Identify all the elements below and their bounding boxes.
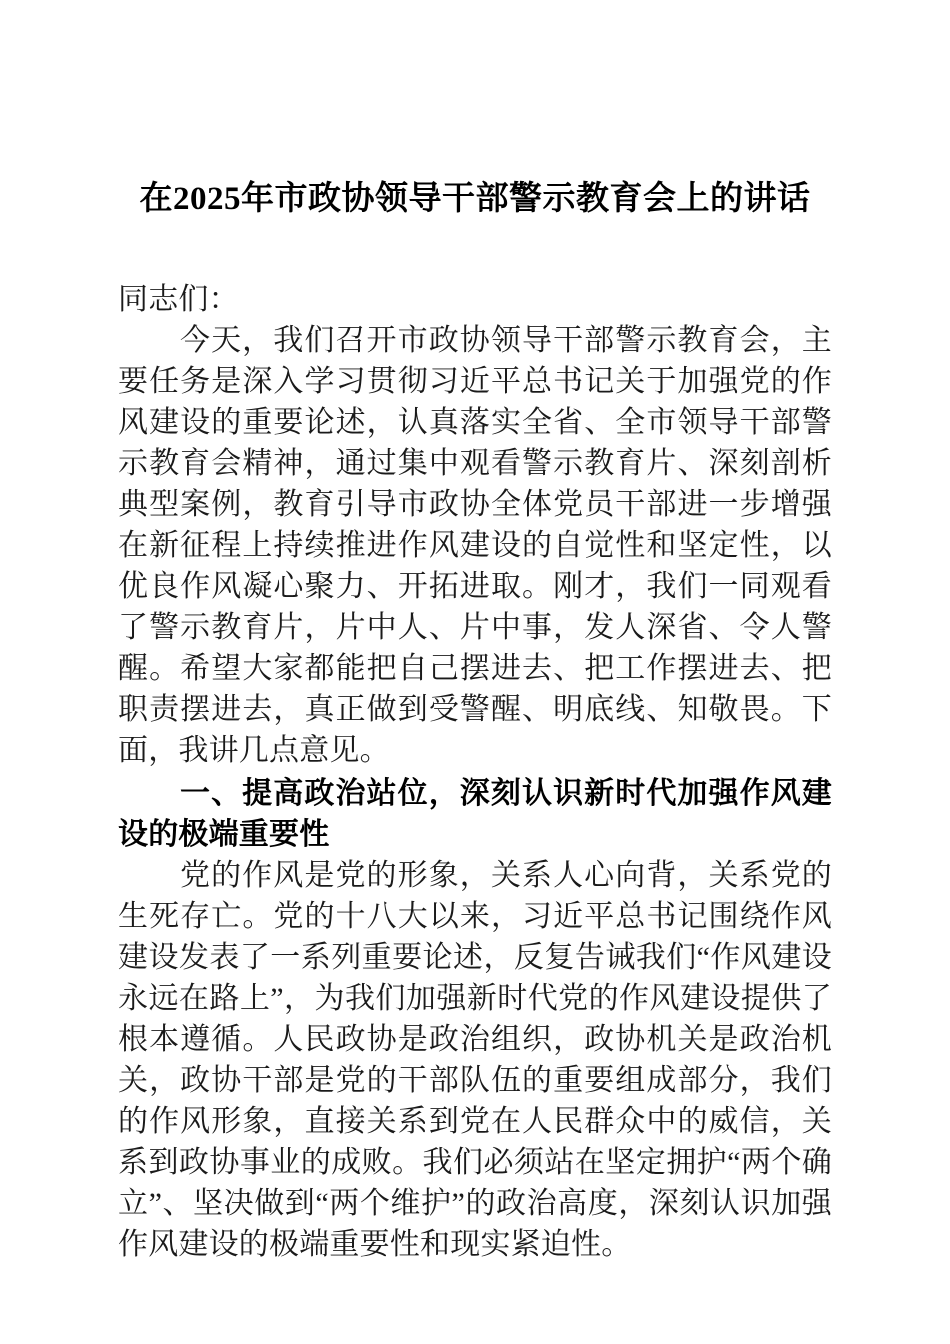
- section-heading-one: 一、提高政治站位，深刻认识新时代加强作风建设的极端重要性: [118, 777, 832, 851]
- document-text-column: [118, 0, 832, 1265]
- paragraph-section-one-body: 党的作风是党的形象，关系人心向背，关系党的生死存亡。党的十八大以来，习近平总书记围绕作风建设发表了一系列重要论述，反复告诫我们“作风建设永远在路上”，为我们加强新时代党的作风建设提供了根本遵循。人民政协是政治组织，政协机关是政治机关，政协干部是党的干部队伍的重要组成部分，我们的作风形象，直接关系到党在人民群众中的威信，关系到政协事业的成败。我们必须站在坚定拥护“两个确立”、坚决做到“两个维护”的政治高度，深刻认识加强作风建设的极端重要性和现实紧迫性。: [118, 859, 832, 1261]
- paragraph-opening: 今天，我们召开市政协领导干部警示教育会，主要任务是深入学习贯彻习近平总书记关于加强党的作风建设的重要论述，认真落实全省、全市领导干部警示教育会精神，通过集中观看警示教育片、深刻剖析典型案例，教育引导市政协全体党员干部进一步增强在新征程上持续推进作风建设的自觉性和坚定性，以优良作风凝心聚力、开拓进取。刚才，我们一同观看了警示教育片，片中人、片中事，发人深省、令人警醒。希望大家都能把自己摆进去、把工作摆进去、把职责摆进去，真正做到受警醒、明底线、知敬畏。下面，我讲几点意见。: [118, 324, 832, 767]
- salutation: 同志们：: [118, 283, 239, 316]
- page-title: 在2025年市政协领导干部警示教育会上的讲话: [139, 181, 811, 217]
